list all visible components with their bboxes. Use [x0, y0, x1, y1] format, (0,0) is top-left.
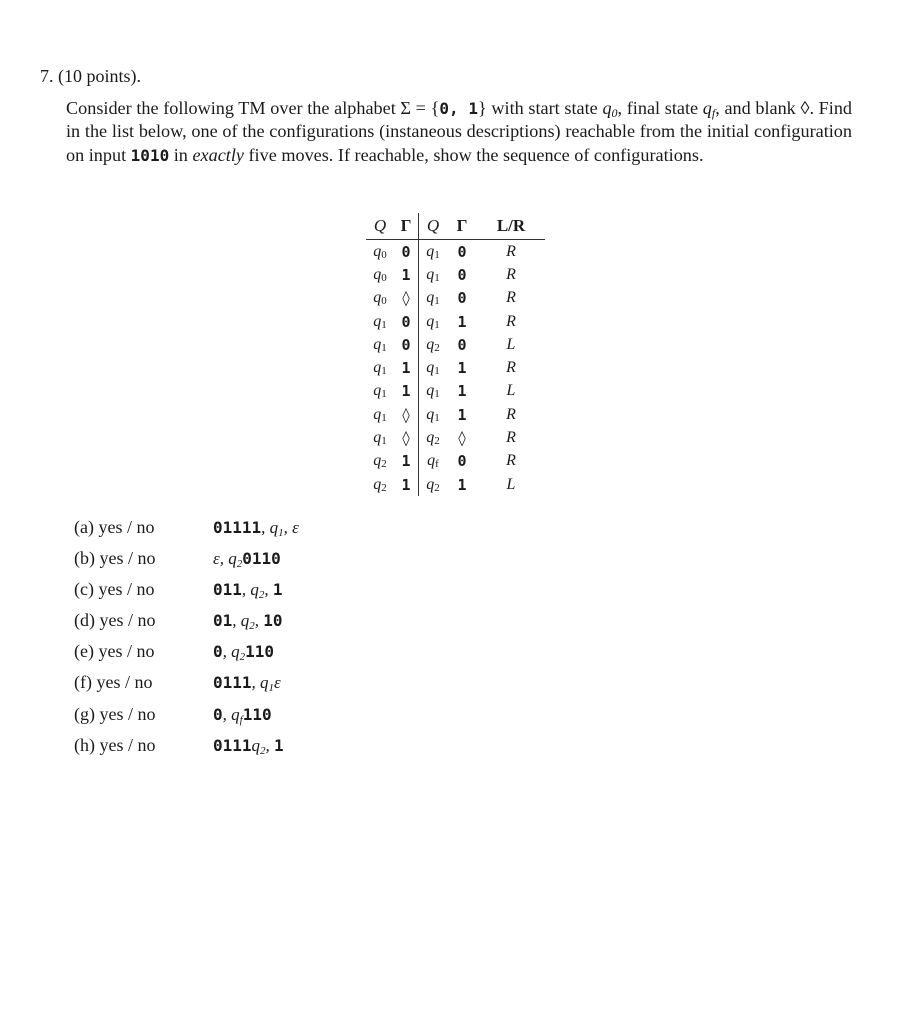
config-tape: 0	[213, 642, 223, 662]
table-body	[366, 240, 545, 497]
row-write-symbol: 1	[457, 475, 467, 494]
row-state: $q_1$	[373, 359, 387, 378]
option-label[interactable]: (a) yes / no	[74, 517, 155, 537]
row-next-state: $q_1$	[426, 242, 440, 261]
row-direction: R	[506, 265, 516, 283]
table-row	[366, 333, 545, 356]
row-next-state: $q_2$	[426, 475, 440, 494]
row-read-symbol: ◊	[394, 426, 419, 449]
config-state: $q_f$	[231, 704, 243, 726]
row-read-symbol: 1	[394, 380, 419, 403]
table-row	[366, 380, 545, 403]
row-direction: R	[506, 312, 516, 330]
row-read-symbol: ◊	[394, 287, 419, 310]
table-row	[366, 450, 545, 473]
row-next-state: $q_1$	[426, 405, 440, 424]
row-read-symbol: 1	[394, 473, 419, 496]
option-configuration	[213, 736, 284, 756]
row-read-symbol: 0	[394, 240, 419, 264]
header-direction: L/R	[477, 213, 545, 240]
row-next-state: $q_2$	[426, 429, 440, 448]
start-state: $q_0$	[602, 98, 618, 120]
intro-text-1: Consider the following TM over the alphabet Σ = {	[66, 98, 440, 118]
option-item[interactable]	[74, 641, 434, 672]
config-tape: 011	[213, 580, 242, 600]
row-state: $q_0$	[373, 242, 387, 261]
option-configuration	[213, 580, 283, 600]
option-item[interactable]	[74, 548, 434, 579]
table-row	[366, 403, 545, 426]
row-state: $q_0$	[373, 289, 387, 308]
config-tape: 0111	[213, 673, 252, 693]
option-label[interactable]: (f) yes / no	[74, 672, 153, 693]
option-label[interactable]: (b) yes / no	[74, 548, 156, 569]
option-item[interactable]	[74, 610, 434, 641]
config-tape: 1	[274, 735, 284, 755]
table-row	[366, 263, 545, 286]
row-read-symbol: 1	[394, 450, 419, 473]
intro-text-3: , final state	[617, 98, 699, 118]
config-tape: 0111	[213, 735, 252, 755]
row-write-symbol: 0	[457, 289, 467, 308]
row-next-state: $q_1$	[426, 359, 440, 378]
row-next-state: $q_2$	[426, 335, 440, 354]
config-text: ,	[264, 580, 273, 600]
row-direction: R	[506, 405, 516, 423]
header-write-symbol: Γ	[447, 213, 477, 240]
option-configuration	[213, 642, 274, 662]
config-text: ,	[222, 704, 232, 724]
row-next-state: $q_1$	[426, 312, 440, 331]
option-configuration	[213, 518, 299, 538]
config-state: $q_1$	[260, 673, 275, 695]
row-state: $q_1$	[373, 335, 387, 354]
table-row	[366, 426, 545, 449]
row-direction: L	[506, 335, 516, 353]
row-next-state: $q_1$	[426, 382, 440, 401]
option-item[interactable]	[74, 735, 434, 766]
row-read-symbol: 1	[394, 263, 419, 286]
config-text: ,	[251, 673, 261, 693]
row-write-symbol: 0	[457, 335, 467, 354]
row-write-symbol: 1	[457, 382, 467, 401]
row-state: $q_2$	[373, 452, 387, 471]
table-row	[366, 356, 545, 379]
config-tape: 01	[213, 611, 233, 631]
row-direction: R	[506, 359, 516, 377]
option-item[interactable]	[74, 704, 434, 735]
config-tape: 10	[263, 611, 283, 631]
row-write-symbol: 0	[457, 242, 467, 261]
row-write-symbol: ◊	[457, 429, 467, 448]
table-row	[366, 240, 545, 264]
config-text: ,	[261, 518, 270, 537]
config-tape: 01111	[213, 518, 262, 537]
row-next-state: $q_1$	[426, 265, 440, 284]
config-state: $q_2$	[250, 580, 265, 602]
problem-points: (10 points).	[58, 66, 141, 86]
config-state: $q_2$	[240, 611, 255, 633]
option-label[interactable]: (d) yes / no	[74, 610, 156, 631]
config-text: , ε	[283, 518, 299, 537]
option-item[interactable]	[74, 672, 434, 703]
option-configuration	[213, 611, 283, 631]
row-write-symbol: 0	[457, 265, 467, 284]
intro-text-2: } with start state	[478, 98, 598, 118]
problem-statement	[66, 97, 852, 167]
config-text: ε	[274, 673, 281, 693]
config-tape: 110	[245, 642, 275, 662]
option-item[interactable]	[74, 517, 434, 548]
row-state: $q_1$	[373, 429, 387, 448]
row-state: $q_0$	[373, 265, 387, 284]
header-state: Q	[366, 213, 394, 240]
option-label[interactable]: (g) yes / no	[74, 703, 156, 724]
config-tape: 0110	[242, 549, 281, 569]
row-read-symbol: 0	[394, 310, 419, 333]
row-write-symbol: 1	[457, 359, 467, 378]
option-label[interactable]: (c) yes / no	[74, 579, 155, 600]
intro-text-5: in	[173, 144, 188, 165]
transition-table	[366, 213, 545, 496]
table-row	[366, 310, 545, 333]
row-state: $q_1$	[373, 312, 387, 331]
config-text: ,	[232, 611, 241, 631]
table-header-row	[366, 213, 545, 240]
row-read-symbol: ◊	[394, 403, 419, 426]
option-configuration	[213, 673, 281, 693]
row-state: $q_1$	[373, 405, 387, 424]
row-next-state: $q_1$	[426, 289, 440, 308]
table-row	[366, 473, 545, 496]
header-next-state: Q	[419, 213, 448, 240]
problem-header	[40, 66, 141, 87]
config-state: $q_2$	[231, 642, 246, 664]
option-configuration	[213, 705, 272, 725]
option-configuration	[213, 549, 281, 569]
config-text: ε,	[213, 549, 229, 569]
option-label[interactable]: (e) yes / no	[74, 641, 155, 662]
row-write-symbol: 1	[457, 312, 467, 331]
config-state: $q_2$	[228, 549, 243, 571]
row-state: $q_2$	[373, 475, 387, 494]
emphasis-exactly: exactly	[192, 144, 244, 165]
table-row	[366, 287, 545, 310]
final-state: $q_f$	[702, 98, 716, 120]
row-write-symbol: 0	[457, 452, 467, 471]
row-direction: R	[506, 429, 516, 447]
input-string: 1010	[130, 145, 170, 165]
row-direction: R	[506, 289, 516, 307]
config-text: ,	[254, 611, 264, 631]
row-write-symbol: 1	[457, 405, 467, 424]
option-item[interactable]	[74, 579, 434, 610]
problem-number: 7.	[40, 66, 54, 86]
option-label[interactable]: (h) yes / no	[74, 734, 156, 755]
row-next-state: $q_f$	[427, 452, 439, 471]
config-tape: 110	[242, 704, 272, 724]
header-symbol: Γ	[394, 213, 419, 240]
row-direction: L	[506, 382, 516, 400]
config-tape: 0	[213, 704, 223, 724]
row-direction: R	[506, 242, 516, 260]
row-direction: L	[506, 475, 516, 493]
row-direction: R	[506, 452, 516, 470]
config-text: ,	[241, 580, 251, 600]
intro-text-4: , and blank ◊. Find in the list below, one of the configurations (instaneous descriptions) reachable from the initial configuration on input	[66, 98, 853, 165]
row-read-symbol: 1	[394, 356, 419, 379]
config-tape: 1	[272, 580, 283, 600]
config-state: $q_2$	[251, 735, 266, 757]
config-text: ,	[265, 735, 275, 755]
row-read-symbol: 0	[394, 333, 419, 356]
answer-options	[74, 517, 434, 766]
row-state: $q_1$	[373, 382, 387, 401]
intro-text-6: five moves. If reachable, show the sequence of configurations.	[248, 144, 704, 165]
config-state: $q_1$	[269, 518, 284, 539]
config-text: ,	[222, 642, 232, 662]
alphabet-symbols: 0, 1	[439, 99, 479, 118]
